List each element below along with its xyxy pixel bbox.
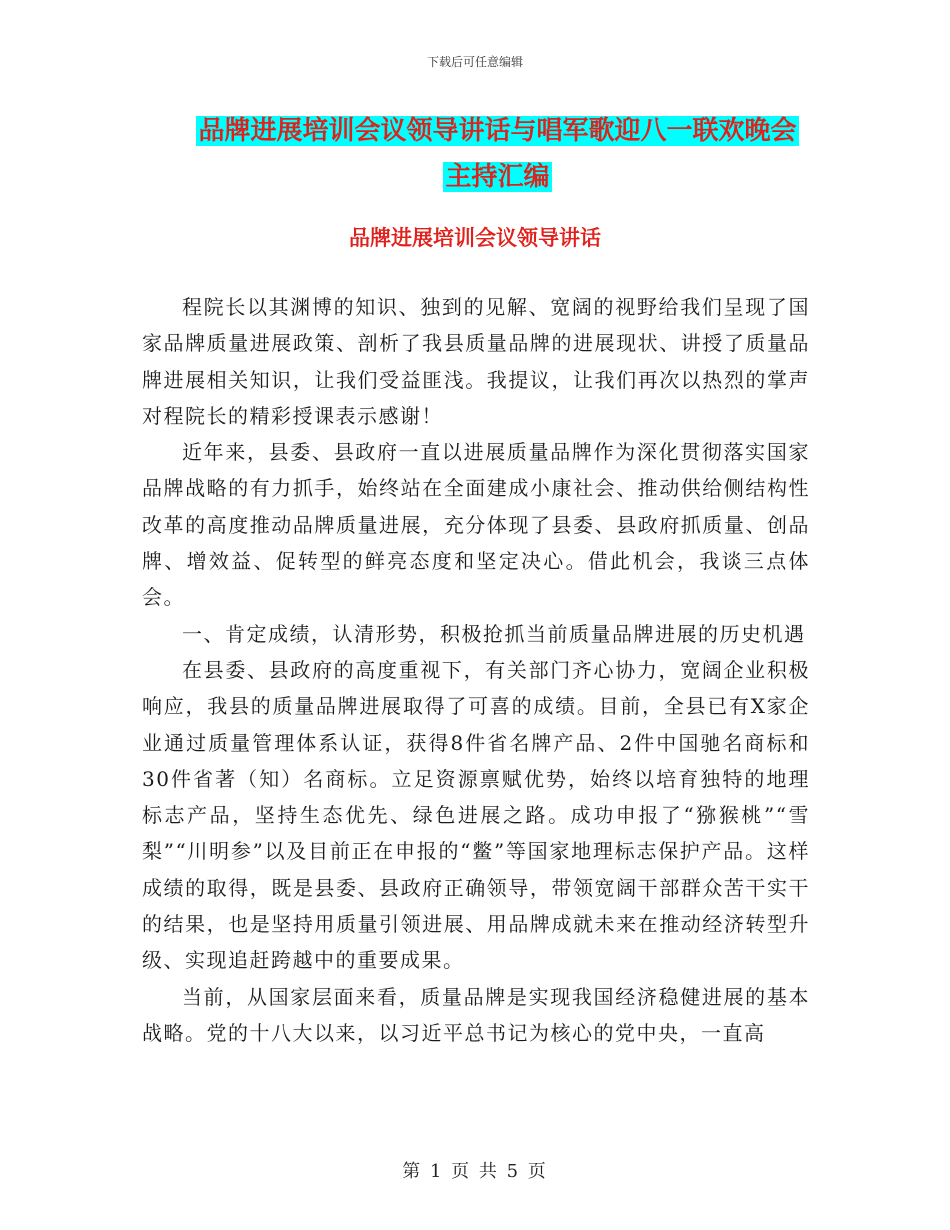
document-title-line-2: 主持汇编: [445, 162, 550, 192]
header-note: 下载后可任意编辑: [426, 55, 523, 69]
paragraph: 在县委、县政府的高度重视下，有关部门齐心协力，宽阔企业积极响应，我县的质量品牌进展取得了可喜的成绩。目前，全县已有X家企业通过质量管理体系认证，获得8件省名牌产品、2件中国驰名商标和30件省著（知）名商标。立足资源禀赋优势，始终以培育独特的地理标志产品，坚持生态优先、绿色进展之路。成功申报了“猕猴桃”“雪梨”“川明参”以及目前正在申报的“鳖”等国家地理标志保护产品。这样成绩的取得，既是县委、县政府正确领导，带领宽阔干部群众苦干实干的结果，也是坚持用质量引领进展、用品牌成就未来在推动经济转型升级、实现追赶跨越中的重要成果。: [142, 657, 810, 973]
paragraph: 程院长以其渊博的知识、独到的见解、宽阔的视野给我们呈现了国家品牌质量进展政策、剖析了我县质量品牌的进展现状、讲授了质量品牌进展相关知识，让我们受益匪浅。我提议，让我们再次以热烈的掌声对程院长的精彩授课表示感谢！: [142, 295, 810, 428]
section-heading-paragraph: 一、肯定成绩，认清形势，积极抢抓当前质量品牌进展的历史机遇: [182, 621, 806, 646]
body-text: [142, 289, 810, 1051]
document-title: [140, 108, 855, 200]
paragraph: 近年来，县委、县政府一直以进展质量品牌作为深化贯彻落实国家品牌战略的有力抓手，始终站在全面建成小康社会、推动供给侧结构性改革的高度推动品牌质量进展，充分体现了县委、县政府抓质量、创品牌、增效益、促转型的鲜亮态度和坚定决心。借此机会，我谈三点体会。: [142, 440, 810, 610]
section-title: 品牌进展培训会议领导讲话: [349, 226, 601, 250]
paragraph: 当前，从国家层面来看，质量品牌是实现我国经济稳健进展的基本战略。党的十八大以来，以习近平总书记为核心的党中央，一直高: [142, 984, 810, 1045]
page-footer: 第 1 页 共 5 页: [402, 1161, 548, 1182]
document-title-line-1: 品牌进展培训会议领导讲话与唱军歌迎八一联欢晚会: [198, 116, 797, 146]
